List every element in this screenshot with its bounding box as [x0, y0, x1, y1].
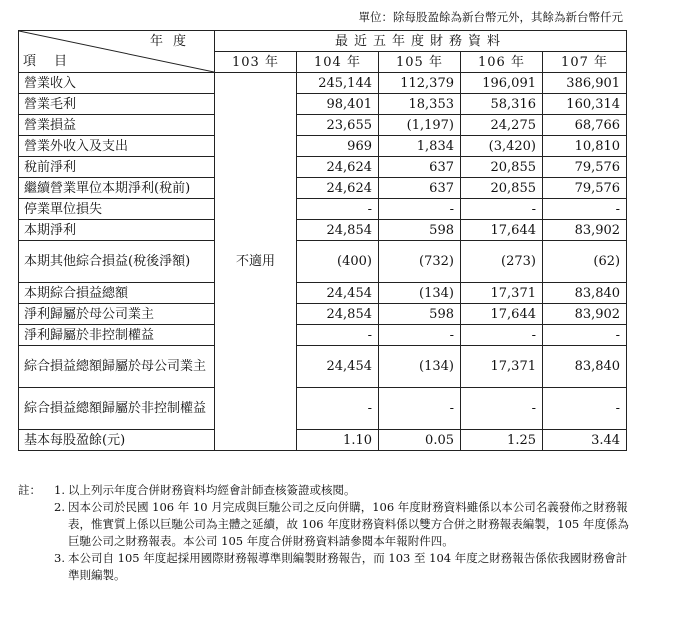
- value-cell: (62): [543, 241, 627, 283]
- value-cell: -: [379, 325, 461, 346]
- value-cell: 969: [297, 136, 379, 157]
- corner-diagonal: [19, 31, 214, 72]
- value-cell: 24,854: [297, 220, 379, 241]
- value-cell: 17,371: [461, 346, 543, 388]
- row-label: 營業毛利: [19, 94, 215, 115]
- year-header-2: 105 年: [379, 52, 461, 73]
- row-label: 稅前淨利: [19, 157, 215, 178]
- year-header-3: 106 年: [461, 52, 543, 73]
- table-row: [19, 283, 627, 304]
- value-cell: 1.10: [297, 430, 379, 451]
- footnote-item: [18, 482, 638, 499]
- row-label: 淨利歸屬於非控制權益: [19, 325, 215, 346]
- year-label: 年度: [149, 33, 196, 49]
- value-cell: (732): [379, 241, 461, 283]
- value-cell: 79,576: [543, 157, 627, 178]
- header-row-top: [19, 31, 627, 52]
- row-label: 營業外收入及支出: [19, 136, 215, 157]
- value-cell: -: [543, 388, 627, 430]
- value-cell: 17,644: [461, 220, 543, 241]
- value-cell: -: [461, 388, 543, 430]
- value-cell: -: [297, 388, 379, 430]
- table-row: [19, 73, 627, 94]
- table-row: [19, 199, 627, 220]
- value-cell: 83,840: [543, 283, 627, 304]
- value-cell: 637: [379, 178, 461, 199]
- value-cell: 20,855: [461, 157, 543, 178]
- value-cell: 0.05: [379, 430, 461, 451]
- value-cell: -: [461, 199, 543, 220]
- value-cell: 245,144: [297, 73, 379, 94]
- value-cell: 386,901: [543, 73, 627, 94]
- footnote-text: 以上列示年度合併財務資料均經會計師查核簽證或核閱。: [68, 483, 356, 497]
- table-row: [19, 430, 627, 451]
- value-cell: 1.25: [461, 430, 543, 451]
- footnote-number: 3.: [54, 551, 65, 565]
- header-corner-cell: [19, 31, 215, 73]
- value-cell: 598: [379, 304, 461, 325]
- value-cell: 83,902: [543, 220, 627, 241]
- row-label: 停業單位損失: [19, 199, 215, 220]
- value-cell: 98,401: [297, 94, 379, 115]
- footnote-text: 本公司自 105 年度起採用國際財務報導準則編製財務報告，而 103 至 104 年度之財務報告係依我國財務會計準則編製。: [68, 551, 628, 582]
- table-row: [19, 157, 627, 178]
- table-row: [19, 94, 627, 115]
- footnote-number: 2.: [54, 500, 65, 514]
- item-label: 項目: [23, 53, 86, 69]
- table-row: [19, 325, 627, 346]
- value-cell: -: [543, 325, 627, 346]
- footnote-lead: [18, 499, 54, 550]
- table-row: [19, 136, 627, 157]
- footnotes: [18, 482, 638, 584]
- footnote-lead: 註：: [18, 483, 41, 497]
- value-cell: -: [543, 199, 627, 220]
- value-cell: 83,902: [543, 304, 627, 325]
- row-label: 綜合損益總額歸屬於非控制權益: [19, 388, 215, 430]
- value-cell: 68,766: [543, 115, 627, 136]
- value-cell: 58,316: [461, 94, 543, 115]
- value-cell: (273): [461, 241, 543, 283]
- row-label: 本期綜合損益總額: [19, 283, 215, 304]
- value-cell: -: [297, 199, 379, 220]
- value-cell: 112,379: [379, 73, 461, 94]
- row-label: 本期其他綜合損益(稅後淨額): [19, 241, 215, 283]
- value-cell: 20,855: [461, 178, 543, 199]
- row-label: 淨利歸屬於母公司業主: [19, 304, 215, 325]
- value-cell: (134): [379, 346, 461, 388]
- value-cell: 24,624: [297, 178, 379, 199]
- value-cell: 24,454: [297, 346, 379, 388]
- value-cell: -: [379, 388, 461, 430]
- value-cell: -: [461, 325, 543, 346]
- table-row: [19, 388, 627, 430]
- year-header-0: 103 年: [215, 52, 297, 73]
- value-cell: (3,420): [461, 136, 543, 157]
- year-header-4: 107 年: [543, 52, 627, 73]
- row-label: 營業損益: [19, 115, 215, 136]
- value-cell: 18,353: [379, 94, 461, 115]
- table-row: [19, 304, 627, 325]
- value-cell: 24,275: [461, 115, 543, 136]
- group-title: 最近五年度財務資料: [215, 31, 627, 52]
- value-cell: 598: [379, 220, 461, 241]
- value-cell: -: [379, 199, 461, 220]
- footnote-number: 1.: [54, 483, 65, 497]
- row-label: 本期淨利: [19, 220, 215, 241]
- table-row: [19, 241, 627, 283]
- year-header-1: 104 年: [297, 52, 379, 73]
- financial-summary-table: [18, 30, 627, 451]
- value-cell: 24,454: [297, 283, 379, 304]
- footnote-item: [18, 550, 638, 584]
- footnote-text: 因本公司於民國 106 年 10 月完成與巨馳公司之反向併購，106 年度財務資料雖係以本公司名義發佈之財務報表，惟實質上係以巨馳公司為主體之延續，故 106 年度財務資料係以雙方合併之財務報表編製，105 年度係為巨馳公司之財務報表。本公司 105 年度合併財務資料請參閱本年報附件四。: [68, 500, 629, 548]
- table-row: [19, 346, 627, 388]
- value-cell: 23,655: [297, 115, 379, 136]
- row-label: 綜合損益總額歸屬於母公司業主: [19, 346, 215, 388]
- value-cell: 17,371: [461, 283, 543, 304]
- value-cell: 637: [379, 157, 461, 178]
- value-cell: 1,834: [379, 136, 461, 157]
- value-cell: (1,197): [379, 115, 461, 136]
- value-cell: 24,624: [297, 157, 379, 178]
- value-cell: 79,576: [543, 178, 627, 199]
- row-label: 營業收入: [19, 73, 215, 94]
- value-cell: (134): [379, 283, 461, 304]
- value-cell: (400): [297, 241, 379, 283]
- not-applicable-cell: 不適用: [215, 73, 297, 451]
- value-cell: 10,810: [543, 136, 627, 157]
- value-cell: 196,091: [461, 73, 543, 94]
- value-cell: -: [297, 325, 379, 346]
- table-row: [19, 115, 627, 136]
- footnote-item: [18, 499, 638, 550]
- table-row: [19, 178, 627, 199]
- row-label: 基本每股盈餘(元): [19, 430, 215, 451]
- value-cell: 17,644: [461, 304, 543, 325]
- row-label: 繼續營業單位本期淨利(稅前): [19, 178, 215, 199]
- table-row: [19, 220, 627, 241]
- footnote-lead: [18, 550, 54, 584]
- value-cell: 24,854: [297, 304, 379, 325]
- value-cell: 3.44: [543, 430, 627, 451]
- value-cell: 160,314: [543, 94, 627, 115]
- unit-note: 單位：除每股盈餘為新台幣元外，其餘為新台幣仟元: [358, 10, 623, 24]
- value-cell: 83,840: [543, 346, 627, 388]
